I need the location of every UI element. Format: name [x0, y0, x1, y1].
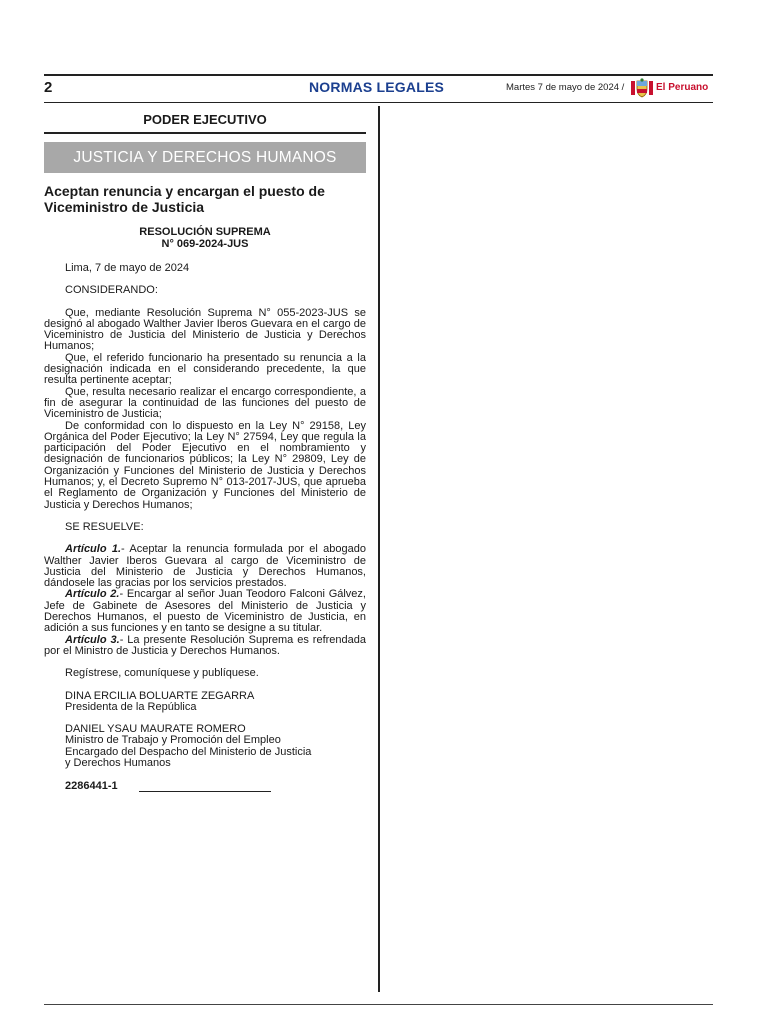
section-heading: PODER EJECUTIVO [44, 104, 366, 134]
considerando-heading: CONSIDERANDO: [65, 284, 158, 297]
article-paragraph [44, 635, 366, 658]
signer-block [44, 724, 366, 769]
publication-date: Martes 7 de mayo de 2024 / [506, 82, 625, 93]
place-date: Lima, 7 de mayo de 2024 [65, 262, 190, 274]
article-text: - La presente Resolución Suprema es refrendada por el Ministro de Justicia y Derechos Humanos. [44, 633, 366, 657]
footer-rule [44, 1004, 713, 1005]
article-label: Artículo 2. [65, 588, 120, 601]
signer-name: DINA ERCILIA BOLUARTE ZEGARRA [65, 689, 255, 702]
ministry-banner: JUSTICIA Y DERECHOS HUMANOS [44, 142, 366, 173]
article-paragraph [44, 589, 366, 634]
signer-title: y Derechos Humanos [65, 756, 171, 769]
el-peruano-logo [631, 78, 713, 98]
page-header [44, 74, 713, 103]
closing-formula: Regístrese, comuníquese y publíquese. [65, 667, 259, 680]
signer-name: DANIEL YSAU MAURATE ROMERO [65, 723, 246, 736]
logo-text: El Peruano [656, 82, 709, 93]
page-number: 2 [44, 79, 53, 96]
article-label: Artículo 3. [65, 633, 120, 646]
coat-of-arms-icon [631, 78, 653, 98]
signer-title: Ministro de Trabajo y Promoción del Empleo [65, 734, 281, 747]
end-rule [139, 791, 271, 792]
consideration-paragraph: De conformidad con lo dispuesto en la Ley N° 29158, Ley Orgánica del Poder Ejecutivo; la Ley N° 27594, Ley que regula la participación del Poder Ejecutivo en el nombramiento y designación de funcionarios públicos; la Ley N° 29809, Ley de Organización y Funciones del Ministerio de Justicia y Derechos Humanos; y, el Decreto Supremo N° 013-2017-JUS, que aprueba el Reglamento de Organización y Funciones del Ministerio de Justicia y Derechos Humanos; [44, 419, 366, 511]
publication-code: 2286441-1 [65, 780, 118, 793]
consideration-paragraph: Que, resulta necesario realizar el encargo correspondiente, a fin de asegurar la continuidad de las funciones del puesto de Viceministro de Justicia; [44, 385, 366, 421]
publication-title: NORMAS LEGALES [309, 79, 445, 95]
headline: Aceptan renuncia y encargan el puesto de Viceministro de Justicia [44, 183, 325, 215]
resolution-type: RESOLUCIÓN SUPREMA [139, 226, 271, 238]
signer-title: Presidenta de la República [65, 700, 197, 713]
article-text: - Encargar al señor Juan Teodoro Falconi Gálvez, Jefe de Gabinete de Asesores del Ministerio de Justicia y Derechos Humanos, el puesto de Viceministro de Justicia, en adición a sus funciones y en tanto se designe a su titular. [44, 588, 366, 635]
column-divider [378, 106, 380, 992]
consideration-paragraph: Que, el referido funcionario ha presentado su renuncia a la designación indicada en el considerando precedente, la que resulta pertinente aceptar; [44, 351, 366, 387]
signer-block [44, 691, 366, 714]
article-label: Artículo 1. [65, 543, 122, 556]
resuelve-heading: SE RESUELVE: [65, 520, 144, 533]
resolution-title [44, 226, 366, 250]
article-text: - Aceptar la renuncia formulada por el abogado Walther Javier Iberos Guevara al cargo de Viceministro de Justicia del Ministerio de Justicia y Derechos Humanos, dándosele las gracias por los servicios prestados. [44, 543, 366, 590]
article-paragraph [44, 544, 366, 589]
consideration-paragraph: Que, mediante Resolución Suprema N° 055-2023-JUS se designó al abogado Walther Javier Iberos Guevara en el cargo de Viceministro de Justicia del Ministerio de Justicia y Derechos Humanos; [44, 306, 366, 353]
left-column [44, 104, 366, 792]
resolution-number: N° 069-2024-JUS [161, 238, 249, 250]
publication-code-row [44, 780, 366, 792]
signer-title: Encargado del Despacho del Ministerio de Justicia [65, 745, 312, 758]
